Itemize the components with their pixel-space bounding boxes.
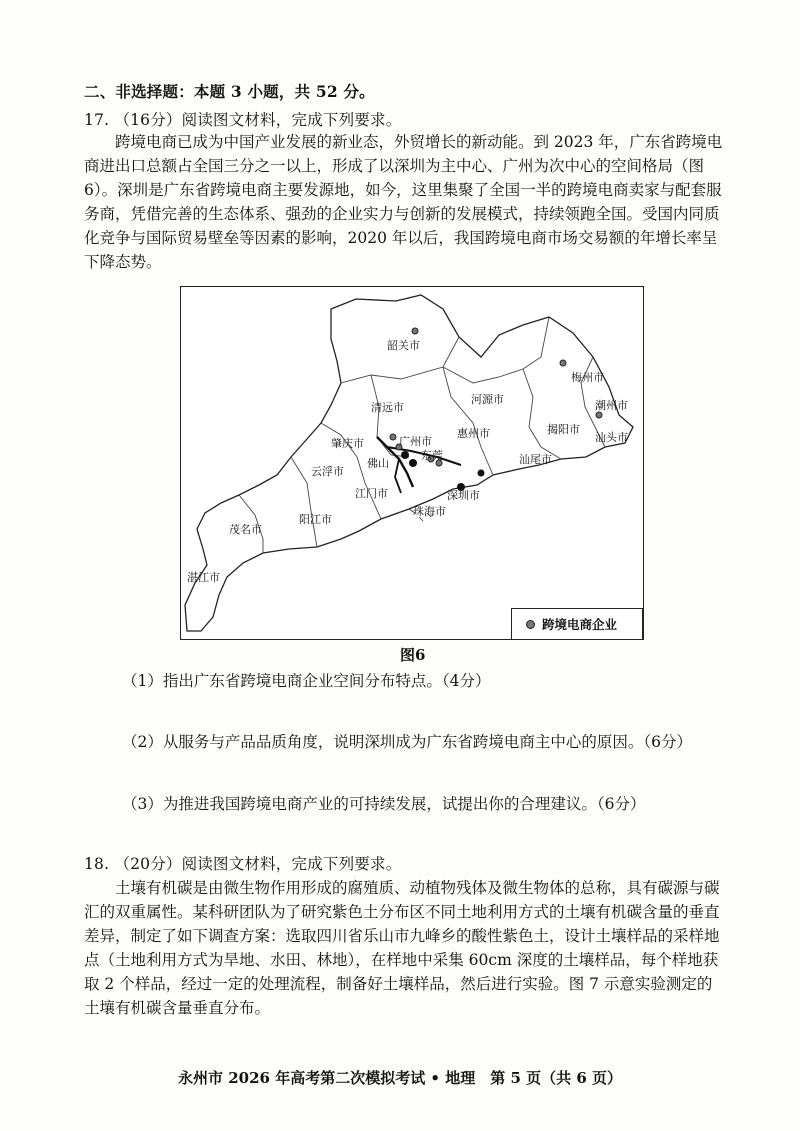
city-huizhou: 惠州市 [457,427,490,440]
q17-paragraph: 跨境电商已成为中国产业发展的新业态，外贸增长的新动能。到 2023 年，广东省跨境电商进出口总额占全国三分之一以上，形成了以深圳为主中心、广州为次中心的空间格局（图 6）。深圳是广东省跨境电商主要发源地，如今，这里集聚了全国一半的跨境电商卖家与配套服务商，凭借完善的生态体系、强劲的企业实力与创新的发展模式，持续领跑全国。受国内同质化竞争与国际贸易壁垒等因素的影响，2020 年以后，我国跨境电商市场交易额的年增长率呈下降态势。 [84,133,723,271]
q17-question-2: （2）从服务与产品品质角度，说明深圳成为广东省跨境电商主中心的原因。（6分） [122,733,692,751]
city-zhaoqing: 肇庆市 [331,437,364,450]
guangdong-map [180,286,644,640]
city-chaozhou: 潮州市 [595,399,628,412]
city-shanwei: 汕尾市 [519,453,552,466]
city-meizhou: 梅州市 [571,371,604,384]
legend-label: 跨境电商企业 [542,617,618,632]
city-qingyuan: 清远市 [371,401,404,414]
q17-header: 17. （16分）阅读图文材料，完成下列要求。 [84,111,402,129]
city-shantou: 汕头市 [595,431,628,444]
section-title: 二、非选择题：本题 3 小题，共 52 分。 [84,82,375,101]
map-legend [511,608,643,640]
city-foshan: 佛山 [367,457,389,470]
q18-header: 18. （20分）阅读图文材料，完成下列要求。 [84,855,402,873]
q18-paragraph: 土壤有机碳是由微生物作用形成的腐殖质、动植物残体及微生物体的总称，具有碳源与碳汇的双重属性。某科研团队为了研究紫色土分布区不同土地利用方式的土壤有机碳含量的垂直差异，制定了如下调查方案：选取四川省乐山市九峰乡的酸性紫色土，设计土壤样品的采样地点（土地利用方式为旱地、水田、林地），在样地中采集 60cm 深度的土壤样品，每个样地获取 2 个样品，经过一定的处理流程，制备好土壤样品，然后进行实验。图 7 示意实验测定的土壤有机碳含量垂直分布。 [84,879,720,1017]
city-jiangmen: 江门市 [355,487,388,500]
q17-question-3: （3）为推进我国跨境电商产业的可持续发展，试提出你的合理建议。（6分） [122,795,646,813]
city-zhuhai: 珠海市 [413,505,446,518]
city-zhanjiang: 湛江市 [187,571,220,584]
city-yangjiang: 阳江市 [299,513,332,526]
page-footer: 永州市 2026 年高考第二次模拟考试 • 地理 第 5 页（共 6 页） [178,1069,622,1087]
city-dongguan: 东莞 [421,449,443,462]
figure-caption: 图6 [400,646,426,664]
q17-question-1: （1）指出广东省跨境电商企业空间分布特点。（4分） [122,672,491,690]
city-shaoguan: 韶关市 [387,339,420,352]
city-heyuan: 河源市 [471,393,504,406]
city-jieyang: 揭阳市 [547,423,580,436]
enterprise-dot-icon [526,620,535,629]
city-yunfu: 云浮市 [311,465,344,478]
city-guangzhou: 广州市 [399,435,432,448]
city-shenzhen: 深圳市 [447,489,480,502]
city-maoming: 茂名市 [229,523,262,536]
